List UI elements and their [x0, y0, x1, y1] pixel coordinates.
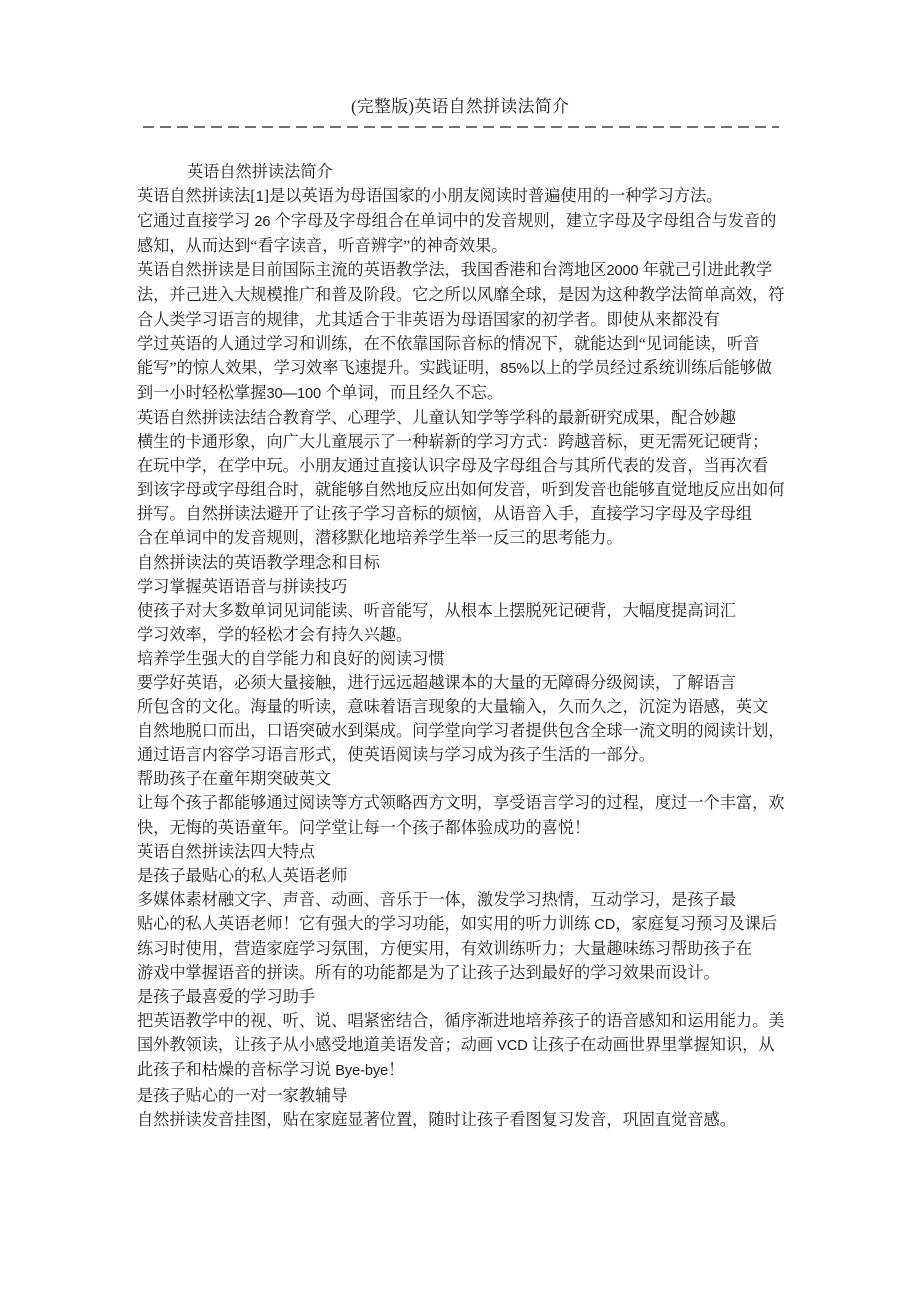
body-line: 学习效率，学的轻松才会有持久兴趣。: [137, 625, 413, 644]
body-line: 让每个孩子都能够通过阅读等方式领略西方文明，享受语言学习的过程，度过一个丰富，欢: [137, 794, 785, 813]
body-line: 所包含的文化。海量的听读，意味着语言现象的大量输入，久而久之，沉淀为语感，英文: [137, 698, 769, 717]
body-line: 感知，从而达到“看字读音，听音辨字”的神奇效果。: [137, 237, 508, 256]
body-line: 法，并己进入大规模推广和普及阶段。它之所以风靡全球，是因为这种教学法简单高效，符: [137, 286, 785, 305]
latin-run: 1: [255, 189, 264, 206]
document-title: (完整版)英语自然拼读法简介: [350, 97, 570, 116]
body-line: 自然拼读发音挂图，贴在家庭显著位置，随时让孩子看图复习发音，巩固直觉音感。: [137, 1110, 736, 1129]
body-line: 是孩子最贴心的私人英语老师: [137, 866, 348, 885]
body-line: 到一小时轻松掌握30—100 个单词，而且经久不忘。: [137, 383, 504, 402]
body-line: 学习掌握英语语音与拼读技巧: [137, 577, 348, 596]
body-line: 合人类学习语言的规律，尤其适合于非英语为母语国家的初学者。即使从来都没有: [137, 310, 720, 329]
body-line: 国外教领读，让孩子从小感受地道美语发音；动画 VCD 让孩子在动画世界里掌握知识，从: [137, 1036, 775, 1055]
body-line: 多媒体素材融文字、声音、动画、音乐于一体，激发学习热情，互动学习，是孩子最: [137, 890, 736, 909]
latin-run: 30—100: [266, 385, 322, 402]
body-line: 帮助孩子在童年期突破英文: [137, 770, 332, 789]
body-line: 是孩子最喜爱的学习助手: [137, 988, 316, 1007]
document-body: [137, 160, 789, 1132]
body-line: 此孩子和枯燥的音标学习说 Bye-bye！: [137, 1061, 405, 1080]
latin-run: CD: [594, 916, 616, 933]
body-line: 在玩中学，在学中玩。小朋友通过直接认识字母及字母组合与其所代表的发音，当再次看: [137, 457, 769, 476]
body-line: 英语自然拼读法结合教育学、心理学、儿童认知学等学科的最新研究成果，配合妙趣: [137, 408, 736, 427]
body-line: 到该字母或字母组合时，就能够自然地反应出如何发音，听到发音也能够直觉地反应出如何: [137, 481, 785, 500]
body-line: 练习时使用，营造家庭学习氛围，方便实用，有效训练听力；大量趣味练习帮助孩子在: [137, 940, 753, 958]
body-line: 合在单词中的发音规则，潜移默化地培养学生举一反三的思考能力。: [137, 529, 623, 548]
body-line: 英语自然拼读法[1]是以英语为母语国家的小朋友阅读时普遍使用的一种学习方法。: [137, 187, 723, 206]
body-line: 英语自然拼读是目前国际主流的英语教学法，我国香港和台湾地区2000 年就己引进此教学: [137, 261, 773, 280]
body-line: 横生的卡通形象，向广大儿童展示了一种崭新的学习方式：跨越音标，更无需死记硬背；: [137, 433, 769, 452]
body-line: 它通过直接学习 26 个字母及字母组合在单词中的发音规则，建立字母及字母组合与发音的: [137, 212, 777, 231]
body-line: 贴心的私人英语老师！它有强大的学习功能，如实用的听力训练 CD，家庭复习预习及课后: [137, 914, 778, 933]
horizontal-dashed-separator: [143, 126, 779, 128]
body-line: 学过英语的人通过学习和训练，在不依靠国际音标的情况下，就能达到“见词能读，听音: [137, 334, 760, 353]
latin-run: VCD: [497, 1038, 528, 1055]
body-line: 拼写。自然拼读法避开了让孩子学习音标的烦恼，从语音入手，直接学习字母及字母组: [137, 505, 753, 524]
body-line: 是孩子贴心的一对一家教辅导: [137, 1086, 348, 1105]
body-line: 通过语言内容学习语言形式，使英语阅读与学习成为孩子生活的一部分。: [137, 746, 655, 765]
body-line: 培养学生强大的自学能力和良好的阅读习惯: [137, 649, 445, 668]
latin-run: 26: [254, 214, 271, 231]
latin-run: 2000: [606, 263, 639, 280]
body-line: 能写”的惊人效果，学习效率飞速提升。实践证明，85%以上的学员经过系统训练后能够做: [137, 358, 773, 377]
body-line: 使孩子对大多数单词见词能读、听音能写，从根本上摆脱死记硬背，大幅度提高词汇: [137, 601, 736, 620]
body-line: 自然拼读法的英语教学理念和目标: [137, 553, 380, 572]
body-line: 自然地脱口而出，口语突破水到渠成。问学堂向学习者提供包含全球一流文明的阅读计划，: [137, 722, 785, 741]
body-line: 快，无悔的英语童年。问学堂让每一个孩子都体验成功的喜悦！: [137, 818, 591, 837]
latin-run: 85%: [500, 360, 530, 377]
section-heading-intro: 英语自然拼读法简介: [187, 163, 333, 181]
latin-run: Bye-bye: [335, 1063, 389, 1080]
body-line: 要学好英语，必须大量接触，进行远远超越课本的大量的无障碍分级阅读，了解语言: [137, 673, 736, 692]
body-line: 游戏中掌握语音的拼读。所有的功能都是为了让孩子达到最好的学习效果而设计。: [137, 964, 720, 983]
body-lines: [137, 184, 789, 1132]
body-line: 把英语教学中的视、听、说、唱紧密结合，循序渐进地培养孩子的语音感知和运用能力。美: [137, 1012, 785, 1031]
body-line: 英语自然拼读法四大特点: [137, 842, 316, 861]
